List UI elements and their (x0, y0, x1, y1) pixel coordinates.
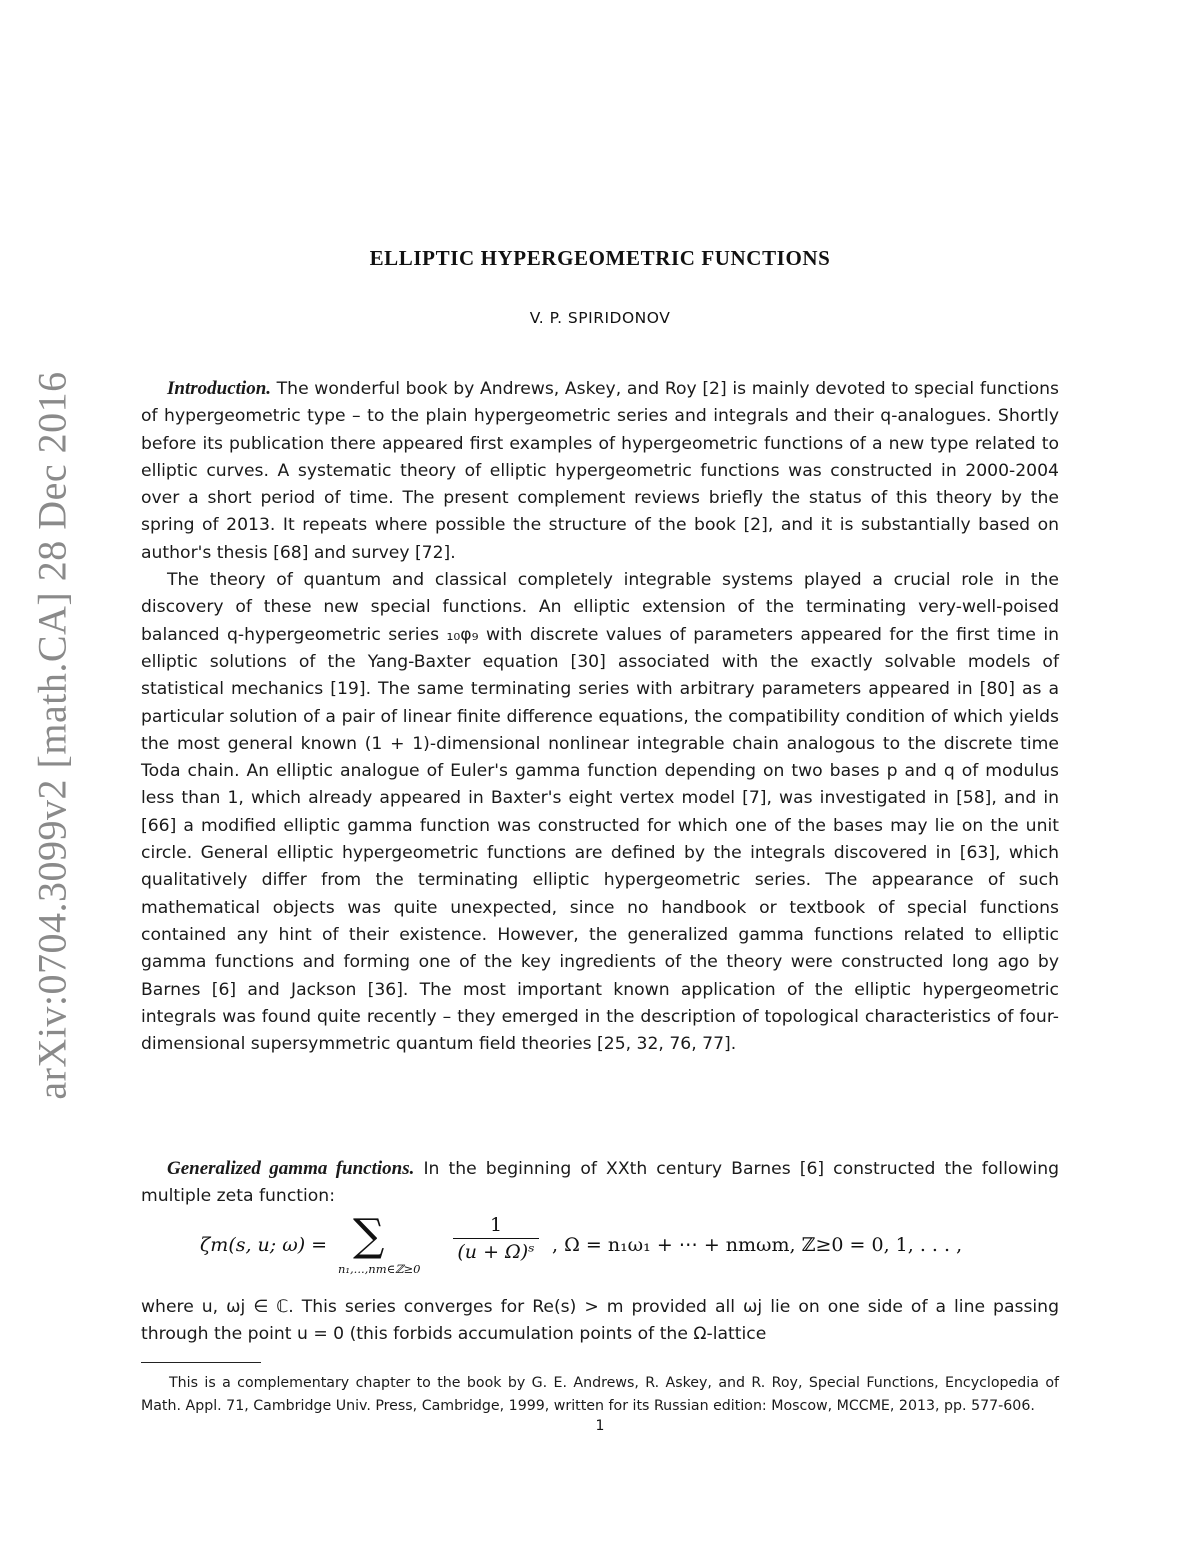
formula-rhs: , Ω = n₁ω₁ + ⋯ + nmωm, ℤ≥0 = 0, 1, . . . , (552, 1234, 963, 1256)
multiple-zeta-formula (200, 1212, 1000, 1282)
after-formula-paragraph: where u, ωj ∈ ℂ. This series converges for Re(s) > m provided all ωj lie on one side of a line passing through the point u = 0 (this forbids accumulation points of the Ω-lattice (141, 1297, 1059, 1345)
arxiv-stamp-text: arXiv:0704.3099v2 [math.CA] 28 Dec 2016 (29, 370, 75, 1100)
footnote (141, 1372, 1059, 1417)
intro-paragraph-1-text: The wonderful book by Andrews, Askey, and Roy [2] is mainly devoted to special functions of hypergeometric type – to the plain hypergeometric series and integrals and their q-analogues. Shortly before its publication there appeared first examples of hypergeometric functions of a new type related to elliptic curves. A systematic theory of elliptic hypergeometric functions was constructed in 2000-2004 over a short period of time. The present complement reviews briefly the status of this theory by the spring of 2013. It repeats where possible the structure of the book [2], and it is substantially based on author's thesis [68] and survey [72]. (141, 379, 1059, 563)
formula-fraction (453, 1214, 539, 1265)
paper-author: V. P. SPIRIDONOV (529, 309, 671, 327)
arxiv-identifier-stamp (22, 370, 82, 1100)
paper-title: ELLIPTIC HYPERGEOMETRIC FUNCTIONS (369, 246, 831, 270)
fraction-denominator: (u + Ω)ˢ (457, 1241, 535, 1263)
fraction-numerator: 1 (453, 1214, 539, 1239)
introduction-section (141, 375, 1059, 1058)
gamma-functions-section (141, 1155, 1059, 1211)
gamma-paragraph-1-text: In the beginning of XXth century Barnes [6] constructed the following multiple zeta function: (141, 1159, 1059, 1207)
gamma-heading: Generalized gamma functions. (167, 1158, 415, 1179)
intro-heading: Introduction. (167, 378, 272, 399)
summation-symbol: ∑ (353, 1210, 385, 1261)
after-formula-section (141, 1294, 1059, 1349)
intro-paragraph-2: The theory of quantum and classical completely integrable systems played a crucial role in the discovery of these new special functions. An elliptic extension of the terminating very-well-poised balanced q-hypergeometric series ₁₀φ₉ with discrete values of parameters appeared for the first time in elliptic solutions of the Yang-Baxter equation [30] associated with the exactly solvable models of statistical mechanics [19]. The same terminating series with arbitrary parameters appeared in [80] as a particular solution of a pair of linear finite difference equations, the compatibility condition of which yields the most general known (1 + 1)-dimensional nonlinear integrable chain analogous to the discrete time Toda chain. An elliptic analogue of Euler's gamma function depending on two bases p and q of modulus less than 1, which already appeared in Baxter's eight vertex model [7], was investigated in [58], and in [66] a modified elliptic gamma function was constructed for which one of the bases may lie on the unit circle. General elliptic hypergeometric functions are defined by the integrals discovered in [63], which qualitatively differ from the terminating elliptic hypergeometric series. The appearance of such mathematical objects was quite unexpected, since no handbook or textbook of special functions contained any hint of their existence. However, the generalized gamma functions related to elliptic gamma functions and forming one of the key ingredients of the theory were constructed long ago by Barnes [6] and Jackson [36]. The most important known application of the elliptic hypergeometric integrals was found quite recently – they emerged in the description of topological characteristics of four-dimensional supersymmetric quantum field theories [25, 32, 76, 77]. (141, 570, 1059, 1055)
footnote-divider (141, 1362, 261, 1363)
intro-paragraph-1 (141, 375, 1059, 567)
page-number: 1 (595, 1418, 605, 1434)
gamma-paragraph-1 (141, 1155, 1059, 1211)
formula-lhs: ζm(s, u; ω) = (200, 1234, 328, 1256)
summation-subscript: n₁,...,nm∈ℤ≥0 (338, 1262, 421, 1276)
footnote-text: This is a complementary chapter to the book by G. E. Andrews, R. Askey, and R. Roy, Special Functions, Encyclopedia of Math. Appl. 71, Cambridge Univ. Press, Cambridge, 1999, written for its Russian edition: Moscow, MCCME, 2013, pp. 577-606. (141, 1375, 1059, 1414)
